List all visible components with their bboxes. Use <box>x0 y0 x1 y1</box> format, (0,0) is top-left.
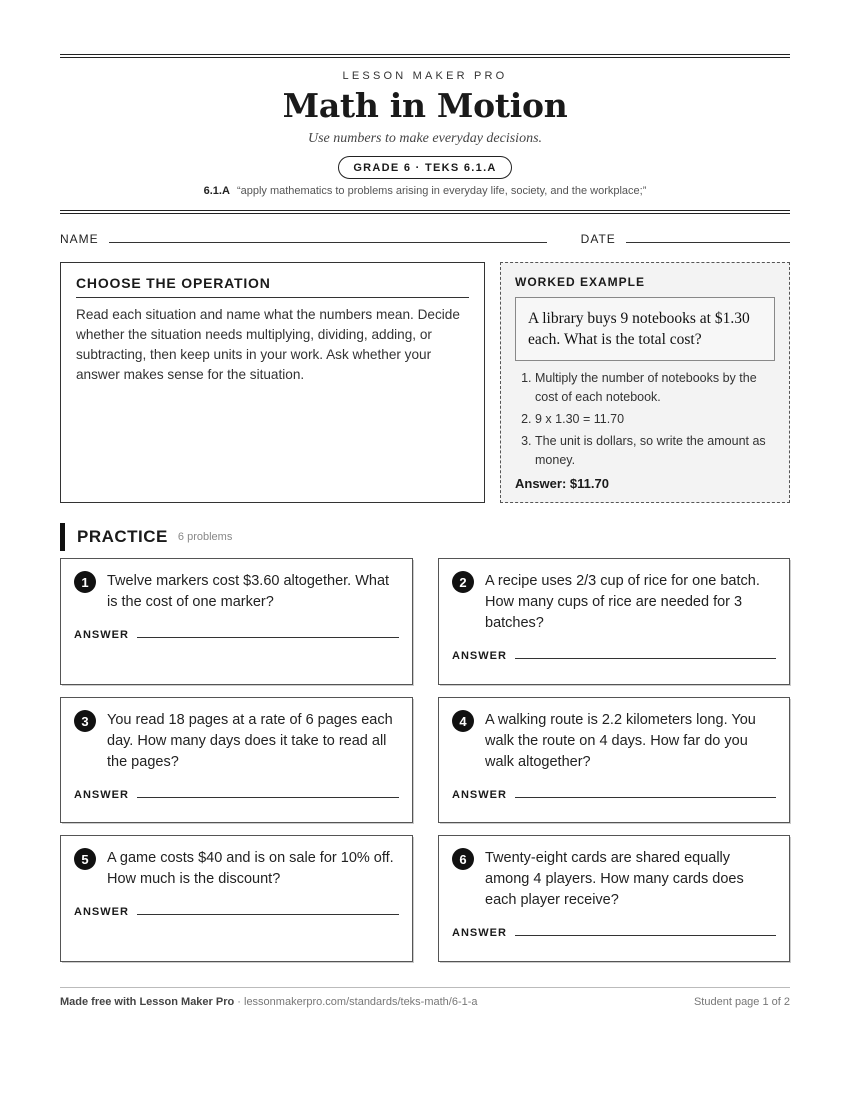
instruction-section <box>60 262 790 503</box>
problem-number-badge: 6 <box>452 848 474 870</box>
name-field[interactable] <box>109 241 547 243</box>
answer-field[interactable] <box>137 913 399 915</box>
problem-card-1 <box>60 558 413 685</box>
answer-label: ANSWER <box>74 789 129 801</box>
page-footer <box>60 987 790 1008</box>
worksheet-page <box>60 54 790 962</box>
example-step: 3. The unit is dollars, so write the amount as money. <box>535 432 775 470</box>
problem-number-badge: 3 <box>74 710 96 732</box>
answer-label: ANSWER <box>452 927 507 939</box>
problem-text: Twenty-eight cards are shared equally among 4 players. How many cards does each player receive? <box>485 850 744 908</box>
problem-card-6 <box>438 835 790 962</box>
name-date-row <box>60 232 790 246</box>
worked-example-steps <box>515 369 775 470</box>
practice-count: 6 problems <box>177 531 233 543</box>
answer-field[interactable] <box>515 657 776 659</box>
answer-field[interactable] <box>515 796 776 798</box>
standard-line <box>60 185 790 197</box>
worked-example-title: WORKED EXAMPLE <box>515 275 646 289</box>
worked-example-box <box>500 262 790 503</box>
worksheet-header <box>60 58 790 197</box>
answer-field[interactable] <box>137 636 399 638</box>
example-step: 2. 9 x 1.30 = 11.70 <box>535 410 775 429</box>
standard-text: “apply mathematics to problems arising in everyday life, society, and the workplace;” <box>236 185 647 197</box>
problem-text: A recipe uses 2/3 cup of rice for one batch. How many cups of rice are needed for 3 batches? <box>485 573 760 631</box>
problem-number-badge: 4 <box>452 710 474 732</box>
operation-title: CHOOSE THE OPERATION <box>76 275 469 298</box>
problem-text: A walking route is 2.2 kilometers long. You walk the route on 4 days. How far do you walk altogether? <box>485 712 756 770</box>
problem-card-2 <box>438 558 790 685</box>
operation-body: Read each situation and name what the numbers mean. Decide whether the situation needs multiplying, dividing, adding, or subtracting, then keep units in your work. Ask whether your answer makes sense for the situation. <box>76 307 460 382</box>
practice-grid <box>60 558 790 962</box>
grade-badge: GRADE 6 · TEKS 6.1.A <box>338 156 511 179</box>
footer-url: · lessonmakerpro.com/standards/teks-math/6-1-a <box>234 996 478 1008</box>
answer-label: ANSWER <box>452 789 507 801</box>
problem-text: You read 18 pages at a rate of 6 pages each day. How many days does it take to read all the pages? <box>107 712 393 770</box>
page-indicator: Student page 1 of 2 <box>693 996 790 1008</box>
answer-field[interactable] <box>515 934 776 936</box>
practice-header <box>60 523 790 551</box>
answer-label: ANSWER <box>74 906 129 918</box>
problem-number-badge: 1 <box>74 571 96 593</box>
answer-label: ANSWER <box>452 650 507 662</box>
problem-text: Twelve markers cost $3.60 altogether. What is the cost of one marker? <box>107 573 390 610</box>
answer-field[interactable] <box>137 796 399 798</box>
name-label: NAME <box>60 232 99 246</box>
footer-credit <box>60 996 478 1008</box>
page-title: Math in Motion <box>282 86 568 125</box>
practice-title: PRACTICE <box>77 527 168 546</box>
problem-card-4 <box>438 697 790 823</box>
problem-number-badge: 5 <box>74 848 96 870</box>
worked-example-answer: Answer: $11.70 <box>515 476 609 491</box>
header-bottom-rule <box>60 210 790 214</box>
brand-name: LESSON MAKER PRO <box>342 70 508 82</box>
operation-box <box>60 262 485 503</box>
problem-text: A game costs $40 and is on sale for 10% off. How much is the discount? <box>107 850 394 887</box>
worked-example-problem: A library buys 9 notebooks at $1.30 each. What is the total cost? <box>515 297 775 361</box>
problem-card-3 <box>60 697 413 823</box>
date-field[interactable] <box>626 241 790 243</box>
footer-made-with: Made free with Lesson Maker Pro <box>60 996 235 1008</box>
page-subtitle: Use numbers to make everyday decisions. <box>307 131 543 146</box>
date-label: DATE <box>580 232 616 246</box>
problem-number-badge: 2 <box>452 571 474 593</box>
answer-label: ANSWER <box>74 629 129 641</box>
standard-code: 6.1.A <box>203 185 230 197</box>
example-step: 1. Multiply the number of notebooks by the cost of each notebook. <box>535 369 775 407</box>
problem-card-5 <box>60 835 413 962</box>
